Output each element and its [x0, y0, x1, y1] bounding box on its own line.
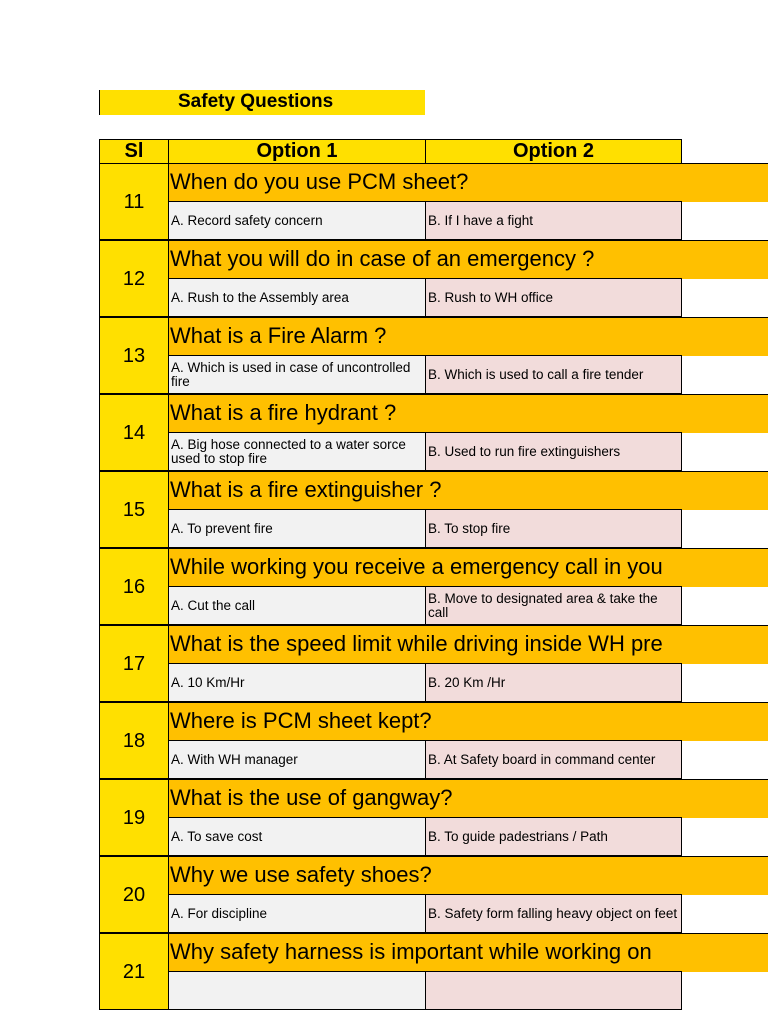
- header-sl: Sl: [99, 139, 169, 164]
- question-row: [99, 625, 768, 702]
- question-text: What is a fire extinguisher ?: [168, 471, 768, 510]
- question-row: [99, 394, 768, 471]
- question-row: [99, 548, 768, 625]
- question-text: What is a fire hydrant ?: [168, 394, 768, 433]
- serial-number: 18: [99, 702, 169, 779]
- sheet-title: Safety Questions: [178, 91, 334, 112]
- option-b[interactable]: B. Move to designated area & take the call: [425, 586, 682, 625]
- question-text: What you will do in case of an emergency ?: [168, 240, 768, 279]
- header-option-1: Option 1: [168, 139, 426, 164]
- question-row: [99, 163, 768, 240]
- option-a[interactable]: A. For discipline: [168, 894, 426, 933]
- question-text: What is a Fire Alarm ?: [168, 317, 768, 356]
- option-b[interactable]: B. If I have a fight: [425, 201, 682, 240]
- header-option-2: Option 2: [425, 139, 682, 164]
- option-b[interactable]: B. Used to run fire extinguishers: [425, 432, 682, 471]
- question-text: Why safety harness is important while working on: [168, 933, 768, 972]
- option-b[interactable]: B. To guide padestrians / Path: [425, 817, 682, 856]
- option-b[interactable]: B. To stop fire: [425, 509, 682, 548]
- option-a[interactable]: A. With WH manager: [168, 740, 426, 779]
- question-text: Why we use safety shoes?: [168, 856, 768, 895]
- question-row: [99, 933, 768, 1010]
- option-a[interactable]: A. To prevent fire: [168, 509, 426, 548]
- question-row: [99, 471, 768, 548]
- question-text: What is the speed limit while driving inside WH pre: [168, 625, 768, 664]
- option-a[interactable]: A. Rush to the Assembly area: [168, 278, 426, 317]
- serial-number: 19: [99, 779, 169, 856]
- question-row: [99, 317, 768, 394]
- option-b[interactable]: B. Which is used to call a fire tender: [425, 355, 682, 394]
- question-text: What is the use of gangway?: [168, 779, 768, 818]
- option-b[interactable]: B. Rush to WH office: [425, 278, 682, 317]
- option-b[interactable]: [425, 971, 682, 1010]
- option-a[interactable]: A. Cut the call: [168, 586, 426, 625]
- option-a[interactable]: [168, 971, 426, 1010]
- option-a[interactable]: A. To save cost: [168, 817, 426, 856]
- question-text: While working you receive a emergency call in you: [168, 548, 768, 587]
- serial-number: 20: [99, 856, 169, 933]
- serial-number: 17: [99, 625, 169, 702]
- serial-number: 12: [99, 240, 169, 317]
- option-b[interactable]: B. At Safety board in command center: [425, 740, 682, 779]
- serial-number: 21: [99, 933, 169, 1010]
- question-row: [99, 779, 768, 856]
- serial-number: 15: [99, 471, 169, 548]
- option-a[interactable]: A. 10 Km/Hr: [168, 663, 426, 702]
- question-row: [99, 702, 768, 779]
- question-rows: [99, 163, 768, 1010]
- option-a[interactable]: A. Record safety concern: [168, 201, 426, 240]
- option-a[interactable]: A. Which is used in case of uncontrolled fire: [168, 355, 426, 394]
- question-text: Where is PCM sheet kept?: [168, 702, 768, 741]
- question-text: When do you use PCM sheet?: [168, 163, 768, 202]
- question-row: [99, 856, 768, 933]
- serial-number: 16: [99, 548, 169, 625]
- sheet-title-cell: [99, 90, 425, 115]
- question-row: [99, 240, 768, 317]
- option-b[interactable]: B. Safety form falling heavy object on feet: [425, 894, 682, 933]
- serial-number: 14: [99, 394, 169, 471]
- option-a[interactable]: A. Big hose connected to a water sorce used to stop fire: [168, 432, 426, 471]
- option-b[interactable]: B. 20 Km /Hr: [425, 663, 682, 702]
- questions-table: [99, 139, 768, 983]
- serial-number: 11: [99, 163, 169, 240]
- serial-number: 13: [99, 317, 169, 394]
